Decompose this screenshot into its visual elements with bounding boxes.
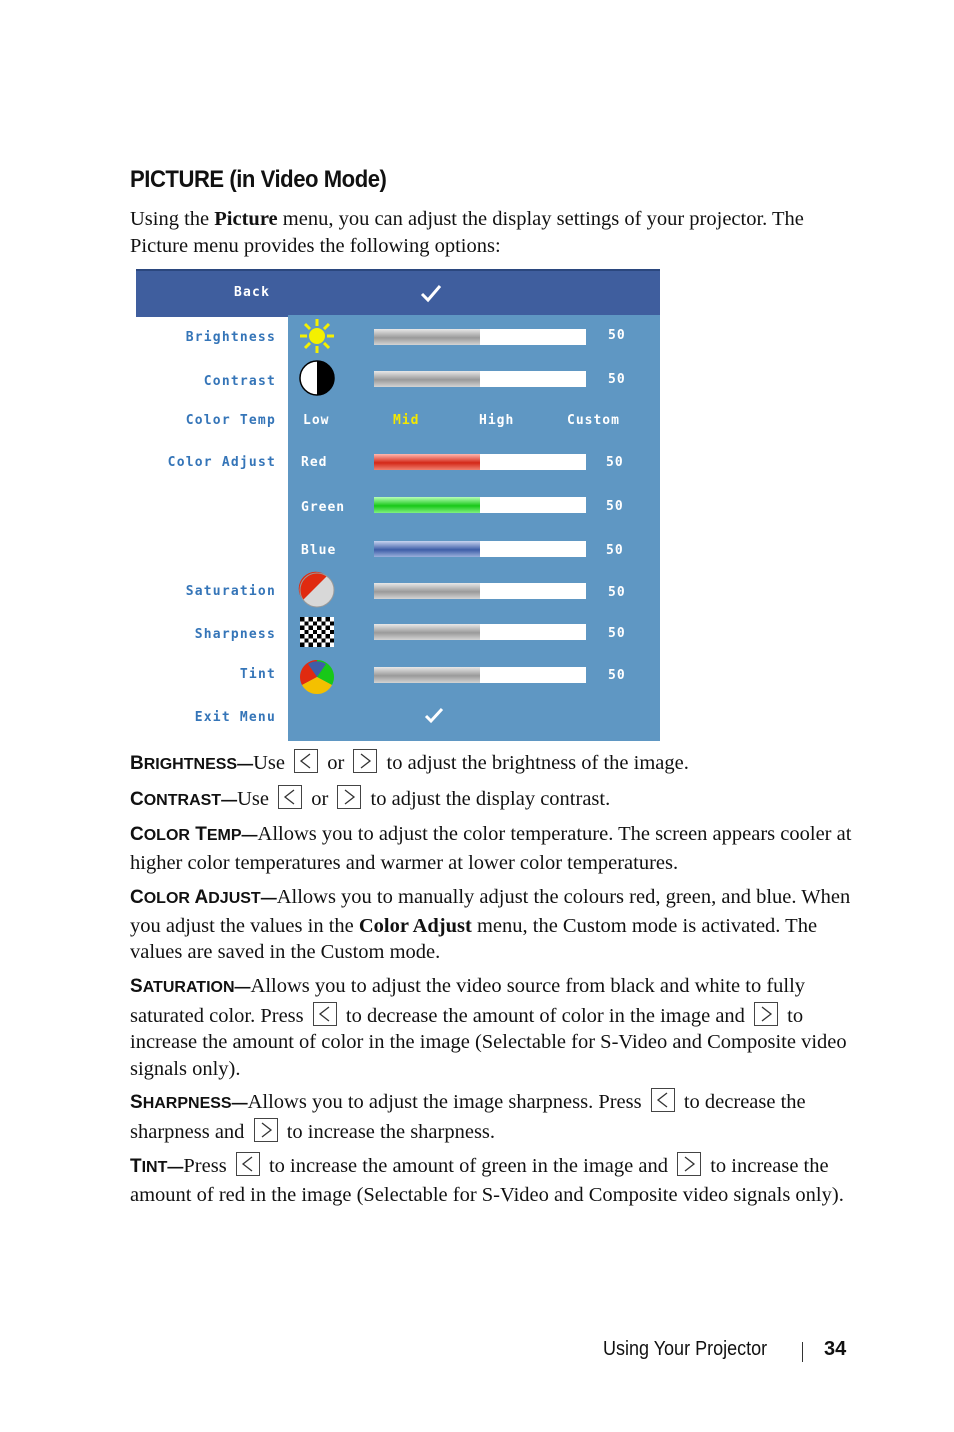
footer-divider — [802, 1342, 803, 1362]
color-adjust-description: COLOR ADJUST—Allows you to manually adjust the colours red, green, and blue. When you adjust the values in the Color Adjust menu, the Custom mode is activated. The values are saved in the Custom mode. — [130, 886, 851, 963]
osd-label-color-adjust[interactable]: Color Adjust — [167, 455, 276, 470]
green-slider-fill — [374, 497, 480, 513]
intro-text: Using the — [130, 208, 215, 230]
sharpness-slider-fill — [374, 624, 480, 640]
osd-label-sharpness[interactable]: Sharpness — [194, 627, 276, 642]
right-arrow-key-icon — [677, 1152, 701, 1176]
green-slider[interactable] — [374, 497, 586, 513]
color-temp-option-custom[interactable]: Custom — [567, 413, 620, 428]
blue-slider[interactable] — [374, 541, 586, 557]
color-temp-description: COLOR TEMP—Allows you to adjust the color temperature. The screen appears cooler at higher color temperatures and warmer at lower color temperatures. — [130, 823, 852, 874]
saturation-value: 50 — [608, 585, 626, 600]
osd-label-exit-menu[interactable]: Exit Menu — [194, 710, 276, 725]
red-value: 50 — [606, 455, 624, 470]
footer-section-title: Using Your Projector — [603, 1338, 768, 1360]
saturation-icon — [298, 571, 336, 609]
green-label: Green — [301, 500, 346, 515]
color-adjust-term: COLOR ADJUST— — [130, 887, 277, 908]
left-arrow-key-icon — [236, 1152, 260, 1176]
saturation-slider-fill — [374, 583, 480, 599]
checkmark-icon — [420, 283, 442, 303]
contrast-value: 50 — [608, 372, 626, 387]
sun-icon — [298, 317, 336, 355]
contrast-slider[interactable] — [374, 371, 586, 387]
tint-description: TINT—Press to increase the amount of green in the image and to increase the amount of red in the image (Selectable for S-Video and Composite video signals only). — [130, 1152, 865, 1208]
color-temp-option-mid[interactable]: Mid — [393, 413, 420, 428]
red-label: Red — [301, 455, 328, 470]
right-arrow-key-icon — [254, 1118, 278, 1142]
intro-text-rest: menu, you can adjust the display settings of your projector. The Picture menu provides the following options: — [130, 208, 804, 257]
left-arrow-key-icon — [278, 785, 302, 809]
color-temp-option-low[interactable]: Low — [303, 413, 330, 428]
right-arrow-key-icon — [337, 785, 361, 809]
osd-label-tint[interactable]: Tint — [239, 667, 276, 682]
saturation-slider[interactable] — [374, 583, 586, 599]
page-heading: PICTURE (in Video Mode) — [130, 166, 387, 193]
osd-label-saturation[interactable]: Saturation — [185, 584, 276, 599]
right-arrow-key-icon — [353, 749, 377, 773]
green-value: 50 — [606, 499, 624, 514]
tint-value: 50 — [608, 668, 626, 683]
brightness-value: 50 — [608, 328, 626, 343]
tint-term: TINT— — [130, 1156, 184, 1177]
red-slider-fill — [374, 454, 480, 470]
left-arrow-key-icon — [651, 1088, 675, 1112]
picture-osd-menu — [136, 269, 660, 741]
left-arrow-key-icon — [294, 749, 318, 773]
tint-slider[interactable] — [374, 667, 586, 683]
brightness-slider-fill — [374, 329, 480, 345]
contrast-term: CONTRAST— — [130, 789, 238, 810]
blue-label: Blue — [301, 543, 337, 558]
tint-slider-fill — [374, 667, 480, 683]
contrast-description: CONTRAST—Use or to adjust the display contrast. — [130, 785, 865, 815]
sharpness-description: SHARPNESS—Allows you to adjust the image sharpness. Press to decrease the sharpness and to increase the sharpness. — [130, 1088, 865, 1145]
sharpness-slider[interactable] — [374, 624, 586, 640]
osd-back-row[interactable] — [136, 269, 660, 317]
brightness-slider[interactable] — [374, 329, 586, 345]
intro-paragraph — [130, 206, 865, 259]
right-arrow-key-icon — [754, 1002, 778, 1026]
intro-menu-name: Picture — [214, 208, 278, 230]
color-adjust-menu-name: Color Adjust — [358, 914, 472, 937]
blue-slider-fill — [374, 541, 480, 557]
back-label[interactable]: Back — [234, 285, 271, 300]
red-slider[interactable] — [374, 454, 586, 470]
page-number: 34 — [824, 1338, 847, 1360]
checkerboard-icon — [300, 617, 334, 647]
osd-label-brightness[interactable]: Brightness — [185, 330, 276, 345]
saturation-description: SATURATION—Allows you to adjust the video source from black and white to fully saturated color. Press to decrease the amount of color in the image and to increase the amount of color in the image (Selectable for S-Video and Composite video signals only). — [130, 975, 847, 1080]
brightness-description: BRIGHTNESS—Use or to adjust the brightness of the image. — [130, 749, 865, 779]
left-arrow-key-icon — [313, 1002, 337, 1026]
osd-label-contrast[interactable]: Contrast — [203, 374, 276, 389]
brightness-term: BRIGHTNESS— — [130, 753, 254, 774]
sharpness-term: SHARPNESS— — [130, 1092, 248, 1113]
contrast-slider-fill — [374, 371, 480, 387]
blue-value: 50 — [606, 543, 624, 558]
color-temp-option-high[interactable]: High — [479, 413, 515, 428]
contrast-icon — [298, 359, 336, 397]
tint-icon — [298, 658, 336, 696]
osd-label-color-temp[interactable]: Color Temp — [185, 413, 276, 428]
saturation-term: SATURATION— — [130, 976, 251, 997]
sharpness-value: 50 — [608, 626, 626, 641]
color-temp-term: COLOR TEMP— — [130, 824, 258, 845]
exit-checkmark-icon[interactable] — [424, 706, 444, 724]
